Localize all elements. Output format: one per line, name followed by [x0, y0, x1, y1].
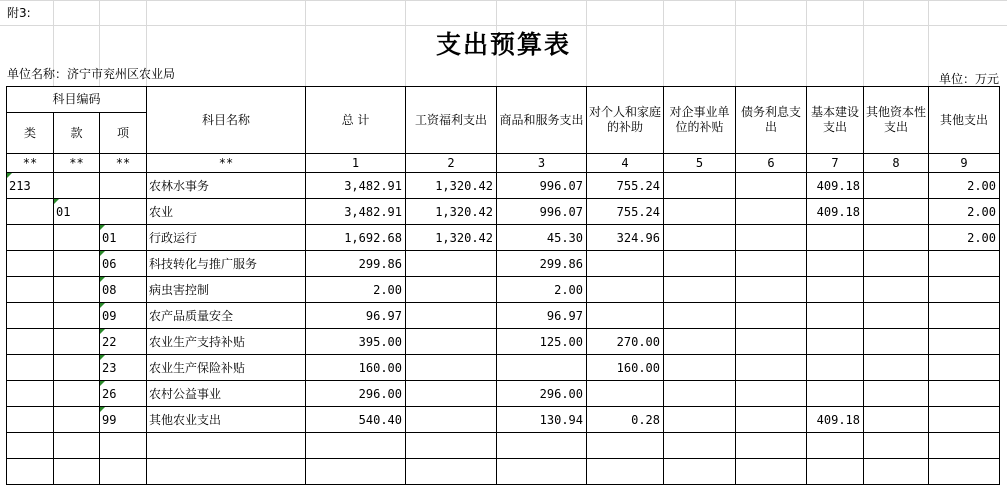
cell-other-expense[interactable] — [929, 251, 1000, 277]
cell-wages[interactable] — [406, 329, 497, 355]
table-row — [7, 199, 1000, 225]
cell-capital-construction[interactable] — [807, 173, 864, 199]
table-row — [7, 433, 1000, 459]
cell-enterprise-subsidy[interactable] — [664, 199, 736, 225]
cell-total[interactable] — [306, 173, 406, 199]
cell-kuan[interactable] — [54, 303, 100, 329]
cell-kuan[interactable] — [54, 459, 100, 485]
cell-capital-construction[interactable] — [807, 459, 864, 485]
cell-other-expense-text: 2.00 — [967, 178, 996, 193]
cell-personal-family-text: 755.24 — [616, 204, 660, 219]
cell-goods-services[interactable] — [497, 173, 587, 199]
cell-other-capital[interactable] — [864, 355, 929, 381]
cell-other-capital[interactable] — [864, 277, 929, 303]
cell-debt-interest[interactable] — [736, 329, 807, 355]
cell-wages[interactable] — [406, 459, 497, 485]
cell-goods-services[interactable] — [497, 433, 587, 459]
cell-goods-services-text: 125.00 — [539, 334, 583, 349]
cell-debt-interest[interactable] — [736, 407, 807, 433]
cell-goods-services-text: 45.30 — [546, 230, 583, 245]
cell-debt-interest[interactable] — [736, 381, 807, 407]
cell-subject-name-text: 行政运行 — [149, 231, 198, 245]
cell-other-expense[interactable] — [929, 355, 1000, 381]
cell-enterprise-subsidy[interactable] — [664, 303, 736, 329]
cell-wages[interactable] — [406, 303, 497, 329]
text-number-indicator-icon — [100, 381, 105, 386]
cell-capital-construction[interactable] — [807, 225, 864, 251]
cell-goods-services[interactable] — [497, 407, 587, 433]
xiang-header: 项 — [100, 113, 147, 154]
cell-total[interactable] — [306, 199, 406, 225]
cell-debt-interest[interactable] — [736, 355, 807, 381]
cell-total[interactable] — [306, 433, 406, 459]
cell-personal-family[interactable] — [587, 381, 664, 407]
cell-total[interactable] — [306, 355, 406, 381]
cell-other-expense[interactable] — [929, 381, 1000, 407]
cell-xiang[interactable] — [100, 355, 147, 381]
cell-debt-interest[interactable] — [736, 225, 807, 251]
cell-capital-construction[interactable] — [807, 433, 864, 459]
cell-xiang-text: 22 — [102, 334, 117, 349]
capital-construction-header: 基本建设支出 — [807, 87, 864, 154]
cell-total[interactable] — [306, 277, 406, 303]
cell-total[interactable] — [306, 303, 406, 329]
cell-goods-services[interactable] — [497, 277, 587, 303]
cell-kuan[interactable] — [54, 199, 100, 225]
cell-lei-text: 213 — [9, 178, 31, 193]
cell-other-expense-text: 2.00 — [967, 204, 996, 219]
cell-subject-name[interactable] — [147, 225, 306, 251]
table-row — [7, 277, 1000, 303]
cell-goods-services[interactable] — [497, 355, 587, 381]
cell-goods-services-text: 2.00 — [554, 282, 583, 297]
table-row — [7, 407, 1000, 433]
cell-other-expense[interactable] — [929, 199, 1000, 225]
table-row — [7, 251, 1000, 277]
index-cell: 4 — [587, 154, 664, 173]
cell-personal-family[interactable] — [587, 355, 664, 381]
cell-enterprise-subsidy[interactable] — [664, 329, 736, 355]
kuan-header: 款 — [54, 113, 100, 154]
cell-capital-construction[interactable] — [807, 277, 864, 303]
cell-debt-interest[interactable] — [736, 199, 807, 225]
cell-wages-text: 1,320.42 — [435, 230, 493, 245]
cell-wages[interactable] — [406, 251, 497, 277]
grid-line — [0, 25, 1007, 26]
cell-lei[interactable] — [7, 225, 54, 251]
cell-personal-family[interactable] — [587, 329, 664, 355]
other-capital-header: 其他资本性支出 — [864, 87, 929, 154]
cell-other-expense[interactable] — [929, 407, 1000, 433]
cell-kuan-text: 01 — [56, 204, 71, 219]
cell-other-capital[interactable] — [864, 381, 929, 407]
cell-other-capital[interactable] — [864, 407, 929, 433]
cell-xiang[interactable] — [100, 277, 147, 303]
text-number-indicator-icon — [100, 355, 105, 360]
cell-goods-services-text: 96.97 — [546, 308, 583, 323]
cell-subject-name-text: 科技转化与推广服务 — [149, 257, 258, 271]
cell-kuan[interactable] — [54, 433, 100, 459]
cell-xiang[interactable] — [100, 173, 147, 199]
cell-goods-services[interactable] — [497, 329, 587, 355]
header-row-top — [7, 87, 1000, 113]
cell-capital-construction[interactable] — [807, 303, 864, 329]
cell-lei[interactable] — [7, 303, 54, 329]
cell-other-capital[interactable] — [864, 251, 929, 277]
unit-label: 单位：万元 — [938, 72, 999, 86]
cell-lei[interactable] — [7, 433, 54, 459]
cell-lei[interactable] — [7, 355, 54, 381]
cell-wages[interactable] — [406, 381, 497, 407]
cell-personal-family-text: 324.96 — [616, 230, 660, 245]
index-cell: ** — [7, 154, 54, 173]
cell-other-expense-text: 2.00 — [967, 230, 996, 245]
index-cell: ** — [100, 154, 147, 173]
cell-other-capital[interactable] — [864, 303, 929, 329]
cell-xiang-text: 01 — [102, 230, 117, 245]
cell-enterprise-subsidy[interactable] — [664, 251, 736, 277]
cell-personal-family[interactable] — [587, 303, 664, 329]
cell-kuan[interactable] — [54, 225, 100, 251]
cell-goods-services-text: 996.07 — [539, 204, 583, 219]
index-cell: 3 — [497, 154, 587, 173]
cell-capital-construction[interactable] — [807, 199, 864, 225]
goods-services-header: 商品和服务支出 — [497, 87, 587, 154]
cell-other-capital[interactable] — [864, 329, 929, 355]
cell-total-text: 3,482.91 — [344, 178, 402, 193]
text-number-indicator-icon — [54, 199, 59, 204]
cell-subject-name[interactable] — [147, 355, 306, 381]
cell-capital-construction[interactable] — [807, 251, 864, 277]
cell-subject-name-text: 其他农业支出 — [149, 413, 222, 427]
index-cell: 1 — [306, 154, 406, 173]
cell-debt-interest[interactable] — [736, 173, 807, 199]
text-number-indicator-icon — [7, 173, 12, 178]
text-number-indicator-icon — [100, 251, 105, 256]
cell-goods-services-text: 130.94 — [539, 412, 583, 427]
table-row — [7, 459, 1000, 485]
text-number-indicator-icon — [100, 277, 105, 282]
cell-xiang[interactable] — [100, 329, 147, 355]
cell-total-text: 96.97 — [365, 308, 402, 323]
cell-personal-family[interactable] — [587, 173, 664, 199]
cell-total[interactable] — [306, 329, 406, 355]
cell-subject-name-text: 农村公益事业 — [149, 387, 222, 401]
cell-total-text: 160.00 — [358, 360, 402, 375]
table-row — [7, 355, 1000, 381]
cell-subject-name[interactable] — [147, 433, 306, 459]
cell-subject-name[interactable] — [147, 303, 306, 329]
cell-enterprise-subsidy[interactable] — [664, 381, 736, 407]
cell-subject-name-text: 农产品质量安全 — [149, 309, 234, 323]
cell-other-capital[interactable] — [864, 225, 929, 251]
cell-wages-text: 1,320.42 — [435, 178, 493, 193]
budget-table — [6, 86, 1000, 485]
cell-other-expense[interactable] — [929, 277, 1000, 303]
debt-interest-header: 债务利息支出 — [736, 87, 807, 154]
cell-subject-name[interactable] — [147, 381, 306, 407]
cell-personal-family-text: 755.24 — [616, 178, 660, 193]
cell-xiang-text: 08 — [102, 282, 117, 297]
cell-lei[interactable] — [7, 277, 54, 303]
cell-personal-family-text: 270.00 — [616, 334, 660, 349]
table-row — [7, 225, 1000, 251]
table-row — [7, 381, 1000, 407]
cell-wages[interactable] — [406, 277, 497, 303]
cell-other-expense[interactable] — [929, 173, 1000, 199]
cell-goods-services-text: 996.07 — [539, 178, 583, 193]
cell-subject-name[interactable] — [147, 459, 306, 485]
cell-other-expense[interactable] — [929, 329, 1000, 355]
cell-total-text: 2.00 — [373, 282, 402, 297]
cell-enterprise-subsidy[interactable] — [664, 459, 736, 485]
code-group-header: 科目编码 — [7, 87, 147, 113]
cell-kuan[interactable] — [54, 381, 100, 407]
cell-wages[interactable] — [406, 433, 497, 459]
cell-xiang[interactable] — [100, 303, 147, 329]
cell-enterprise-subsidy[interactable] — [664, 173, 736, 199]
cell-lei[interactable] — [7, 407, 54, 433]
cell-total-text: 299.86 — [358, 256, 402, 271]
cell-subject-name-text: 农业生产支持补贴 — [149, 335, 246, 349]
cell-subject-name-text: 病虫害控制 — [149, 283, 210, 297]
cell-personal-family[interactable] — [587, 199, 664, 225]
cell-xiang[interactable] — [100, 433, 147, 459]
cell-personal-family[interactable] — [587, 433, 664, 459]
cell-subject-name[interactable] — [147, 251, 306, 277]
attachment-label: 附3: — [7, 6, 31, 20]
cell-personal-family-text: 160.00 — [616, 360, 660, 375]
budget-body — [7, 173, 1000, 485]
cell-capital-construction-text: 409.18 — [816, 412, 860, 427]
text-number-indicator-icon — [100, 225, 105, 230]
cell-xiang[interactable] — [100, 381, 147, 407]
cell-total[interactable] — [306, 459, 406, 485]
cell-personal-family[interactable] — [587, 459, 664, 485]
cell-xiang-text: 23 — [102, 360, 117, 375]
cell-xiang-text: 09 — [102, 308, 117, 323]
cell-xiang[interactable] — [100, 251, 147, 277]
index-cell: 2 — [406, 154, 497, 173]
cell-total-text: 395.00 — [358, 334, 402, 349]
cell-enterprise-subsidy[interactable] — [664, 355, 736, 381]
index-cell: 9 — [929, 154, 1000, 173]
cell-capital-construction[interactable] — [807, 381, 864, 407]
cell-wages[interactable] — [406, 225, 497, 251]
cell-subject-name-text: 农林水事务 — [149, 179, 210, 193]
lei-header: 类 — [7, 113, 54, 154]
cell-kuan[interactable] — [54, 277, 100, 303]
cell-subject-name[interactable] — [147, 199, 306, 225]
cell-personal-family[interactable] — [587, 225, 664, 251]
personal-family-header: 对个人和家庭的补助 — [587, 87, 664, 154]
cell-other-capital[interactable] — [864, 433, 929, 459]
cell-other-capital[interactable] — [864, 173, 929, 199]
cell-goods-services[interactable] — [497, 459, 587, 485]
cell-lei[interactable] — [7, 199, 54, 225]
cell-xiang-text: 99 — [102, 412, 117, 427]
cell-lei[interactable] — [7, 459, 54, 485]
subject-name-header: 科目名称 — [147, 87, 306, 154]
cell-goods-services[interactable] — [497, 199, 587, 225]
index-cell: 8 — [864, 154, 929, 173]
cell-wages[interactable] — [406, 355, 497, 381]
cell-total[interactable] — [306, 225, 406, 251]
table-row — [7, 173, 1000, 199]
index-cell: 7 — [807, 154, 864, 173]
cell-wages-text: 1,320.42 — [435, 204, 493, 219]
index-row — [7, 154, 1000, 173]
cell-total-text: 1,692.68 — [344, 230, 402, 245]
cell-debt-interest[interactable] — [736, 303, 807, 329]
cell-subject-name-text: 农业生产保险补贴 — [149, 361, 246, 375]
cell-kuan[interactable] — [54, 329, 100, 355]
cell-kuan[interactable] — [54, 355, 100, 381]
cell-capital-construction[interactable] — [807, 407, 864, 433]
index-cell: ** — [54, 154, 100, 173]
cell-debt-interest[interactable] — [736, 433, 807, 459]
cell-debt-interest[interactable] — [736, 459, 807, 485]
cell-goods-services[interactable] — [497, 251, 587, 277]
cell-goods-services-text: 296.00 — [539, 386, 583, 401]
cell-subject-name[interactable] — [147, 173, 306, 199]
cell-subject-name[interactable] — [147, 407, 306, 433]
cell-total[interactable] — [306, 251, 406, 277]
cell-enterprise-subsidy[interactable] — [664, 407, 736, 433]
cell-other-expense[interactable] — [929, 225, 1000, 251]
text-number-indicator-icon — [100, 407, 105, 412]
cell-xiang[interactable] — [100, 199, 147, 225]
cell-subject-name[interactable] — [147, 277, 306, 303]
cell-other-expense[interactable] — [929, 303, 1000, 329]
cell-total-text: 540.40 — [358, 412, 402, 427]
cell-total[interactable] — [306, 381, 406, 407]
cell-subject-name-text: 农业 — [149, 205, 174, 219]
cell-debt-interest[interactable] — [736, 251, 807, 277]
cell-kuan[interactable] — [54, 407, 100, 433]
cell-other-capital[interactable] — [864, 459, 929, 485]
cell-xiang-text: 26 — [102, 386, 117, 401]
text-number-indicator-icon — [100, 329, 105, 334]
cell-goods-services-text: 299.86 — [539, 256, 583, 271]
cell-xiang-text: 06 — [102, 256, 117, 271]
cell-personal-family[interactable] — [587, 251, 664, 277]
cell-enterprise-subsidy[interactable] — [664, 433, 736, 459]
grid-line — [0, 0, 1007, 1]
total-header: 总 计 — [306, 87, 406, 154]
cell-other-capital[interactable] — [864, 199, 929, 225]
cell-debt-interest[interactable] — [736, 277, 807, 303]
cell-xiang[interactable] — [100, 225, 147, 251]
cell-goods-services[interactable] — [497, 381, 587, 407]
cell-total-text: 296.00 — [358, 386, 402, 401]
cell-capital-construction-text: 409.18 — [816, 204, 860, 219]
table-row — [7, 303, 1000, 329]
cell-xiang[interactable] — [100, 407, 147, 433]
index-cell: ** — [147, 154, 306, 173]
cell-capital-construction[interactable] — [807, 355, 864, 381]
cell-personal-family[interactable] — [587, 277, 664, 303]
cell-subject-name[interactable] — [147, 329, 306, 355]
cell-wages[interactable] — [406, 407, 497, 433]
enterprise-subsidy-header: 对企事业单位的补贴 — [664, 87, 736, 154]
cell-goods-services[interactable] — [497, 303, 587, 329]
cell-capital-construction[interactable] — [807, 329, 864, 355]
cell-enterprise-subsidy[interactable] — [664, 277, 736, 303]
cell-enterprise-subsidy[interactable] — [664, 225, 736, 251]
cell-lei[interactable] — [7, 251, 54, 277]
unit-name-label: 单位名称：济宁市兖州区农业局 — [7, 67, 176, 81]
cell-total-text: 3,482.91 — [344, 204, 402, 219]
text-number-indicator-icon — [100, 303, 105, 308]
cell-lei[interactable] — [7, 381, 54, 407]
cell-wages[interactable] — [406, 173, 497, 199]
cell-wages[interactable] — [406, 199, 497, 225]
cell-goods-services[interactable] — [497, 225, 587, 251]
cell-lei[interactable] — [7, 329, 54, 355]
cell-other-expense[interactable] — [929, 433, 1000, 459]
index-cell: 5 — [664, 154, 736, 173]
other-expense-header: 其他支出 — [929, 87, 1000, 154]
cell-total[interactable] — [306, 407, 406, 433]
cell-personal-family[interactable] — [587, 407, 664, 433]
table-row — [7, 329, 1000, 355]
page-title: 支出预算表 — [435, 30, 571, 59]
index-cell: 6 — [736, 154, 807, 173]
cell-kuan[interactable] — [54, 251, 100, 277]
cell-other-expense[interactable] — [929, 459, 1000, 485]
cell-lei[interactable] — [7, 173, 54, 199]
cell-personal-family-text: 0.28 — [631, 412, 660, 427]
cell-capital-construction-text: 409.18 — [816, 178, 860, 193]
cell-xiang[interactable] — [100, 459, 147, 485]
wages-header: 工资福利支出 — [406, 87, 497, 154]
cell-kuan[interactable] — [54, 173, 100, 199]
